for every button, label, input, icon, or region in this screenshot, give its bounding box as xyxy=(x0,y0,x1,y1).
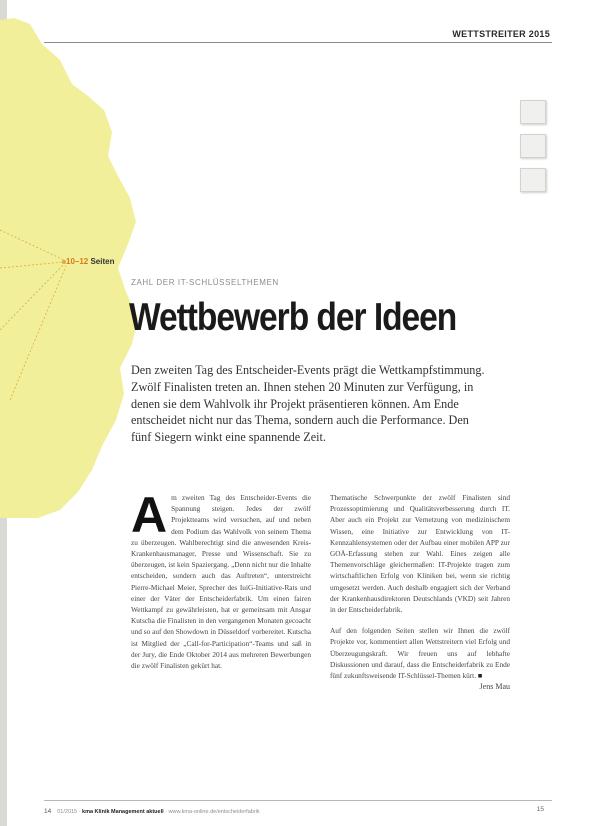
column-left-text: m zweiten Tag des Entscheider-Events die Spannung steigen. Jedes der zwölf Projektteams wird versuchen, auf und neben dem Podium das Wahlvolk von seinem Thema zu überzeugen. Wahlberechtigt sind die anwesenden Kreis-Krankenhausmanager, Presse und Wissenschaft. Sie zu überzeugen, ist kein Spaziergang. „Denn nicht nur die Inhalte entscheiden, sondern auch das Auftreten“, unterstreicht Pierre-Michael Meier, Sprecher des IuiG-Initiative-Rats und einer der Väter der Entscheiderfabrik. Um einen fairen Wettkampf zu gewährleisten, hat er gemeinsam mit Ansgar Kutscha die Finalisten in den vergangenen Monaten gecoacht und so auf den Showdown in Düsseldorf vorbereitet. Kutscha ist Mitglied der „Call-for-Participation“-Teams und saß in der Jury, die Ende Oktober 2014 aus mehreren Bewerbungen die zwölf Finalisten gekürt hat. xyxy=(131,493,311,671)
magazine-name: kma Klinik Management aktuell xyxy=(82,809,164,815)
article-column-left xyxy=(131,487,311,671)
side-thumbnail xyxy=(520,168,546,192)
page-number-left: 14 xyxy=(44,808,52,815)
article-author: Jens Mau xyxy=(479,682,510,692)
footer-left xyxy=(44,808,260,815)
map-label-highlight: 10–12 xyxy=(66,257,89,266)
column-right-paragraph: Thematische Schwerpunkte der zwölf Finalisten sind Prozessoptimierung und Qualitätsverbesserung durch IT. Aber auch ein Projekt zur Vernetzung von medizinischem Wissen, eine Initiative zur Entwicklung von IT-Kennzahlensystemen oder der Aufbau einer mobilen APP zur GOÄ-Erfassung stehen zur Wahl. Eines zeigen alle Themenvorschläge gleichermaßen: IT-Projekte tragen zum wirtschaftlichen Erfolg von Kliniken bei, wenn sie richtig umgesetzt werden. Auch deshalb engagiert sich der Verband der Krankenhausdirektoren Deutschlands (VKD) seit Jahren in der Entscheiderfabrik. xyxy=(330,493,510,615)
side-thumbnail xyxy=(520,100,546,124)
section-header: WETTSTREITER 2015 xyxy=(452,29,550,39)
map-label-rest: Seiten xyxy=(88,257,115,266)
drop-cap: A xyxy=(131,487,168,543)
header-rule xyxy=(44,42,552,43)
article-intro: Den zweiten Tag des Entscheider-Events prägt die Wettkampfstimmung. Zwölf Finalisten treten an. Ihnen stehen 20 Minuten zur Verfügung, in denen sie dem Wahlvolk ihr Projekt präsentieren können. Am Ende entscheidet nicht nur das Thema, sondern auch die Performance. Den fünf Siegern winkt eine spannende Zeit. xyxy=(131,363,485,445)
map-region xyxy=(0,18,138,518)
side-thumbnail xyxy=(520,134,546,158)
column-right-paragraph: Auf den folgenden Seiten stellen wir Ihnen die zwölf Projekte vor, kommentiert allen Wettstreitern viel Erfolg und Überzeugungskraft. Wir freuen uns auf lebhafte Diskussionen und darauf, dass die Entscheiderfabrik zu Ende fünf zukunftsweisende IT-Schlüssel-Themen kürt. xyxy=(330,626,510,681)
issue-prefix: 01/2015 · xyxy=(57,809,83,815)
issue-suffix: · www.kma-online.de/entscheiderfabrik xyxy=(163,809,260,815)
map-label xyxy=(66,257,114,266)
article-headline: Wettbewerb der Ideen xyxy=(129,296,457,339)
footer-rule xyxy=(44,800,552,801)
article-kicker: ZAHL DER IT-SCHLÜSSELTHEMEN xyxy=(131,278,279,287)
article-column-right xyxy=(330,492,510,692)
page-number-right: 15 xyxy=(536,806,544,813)
end-mark: ■ xyxy=(476,671,483,681)
